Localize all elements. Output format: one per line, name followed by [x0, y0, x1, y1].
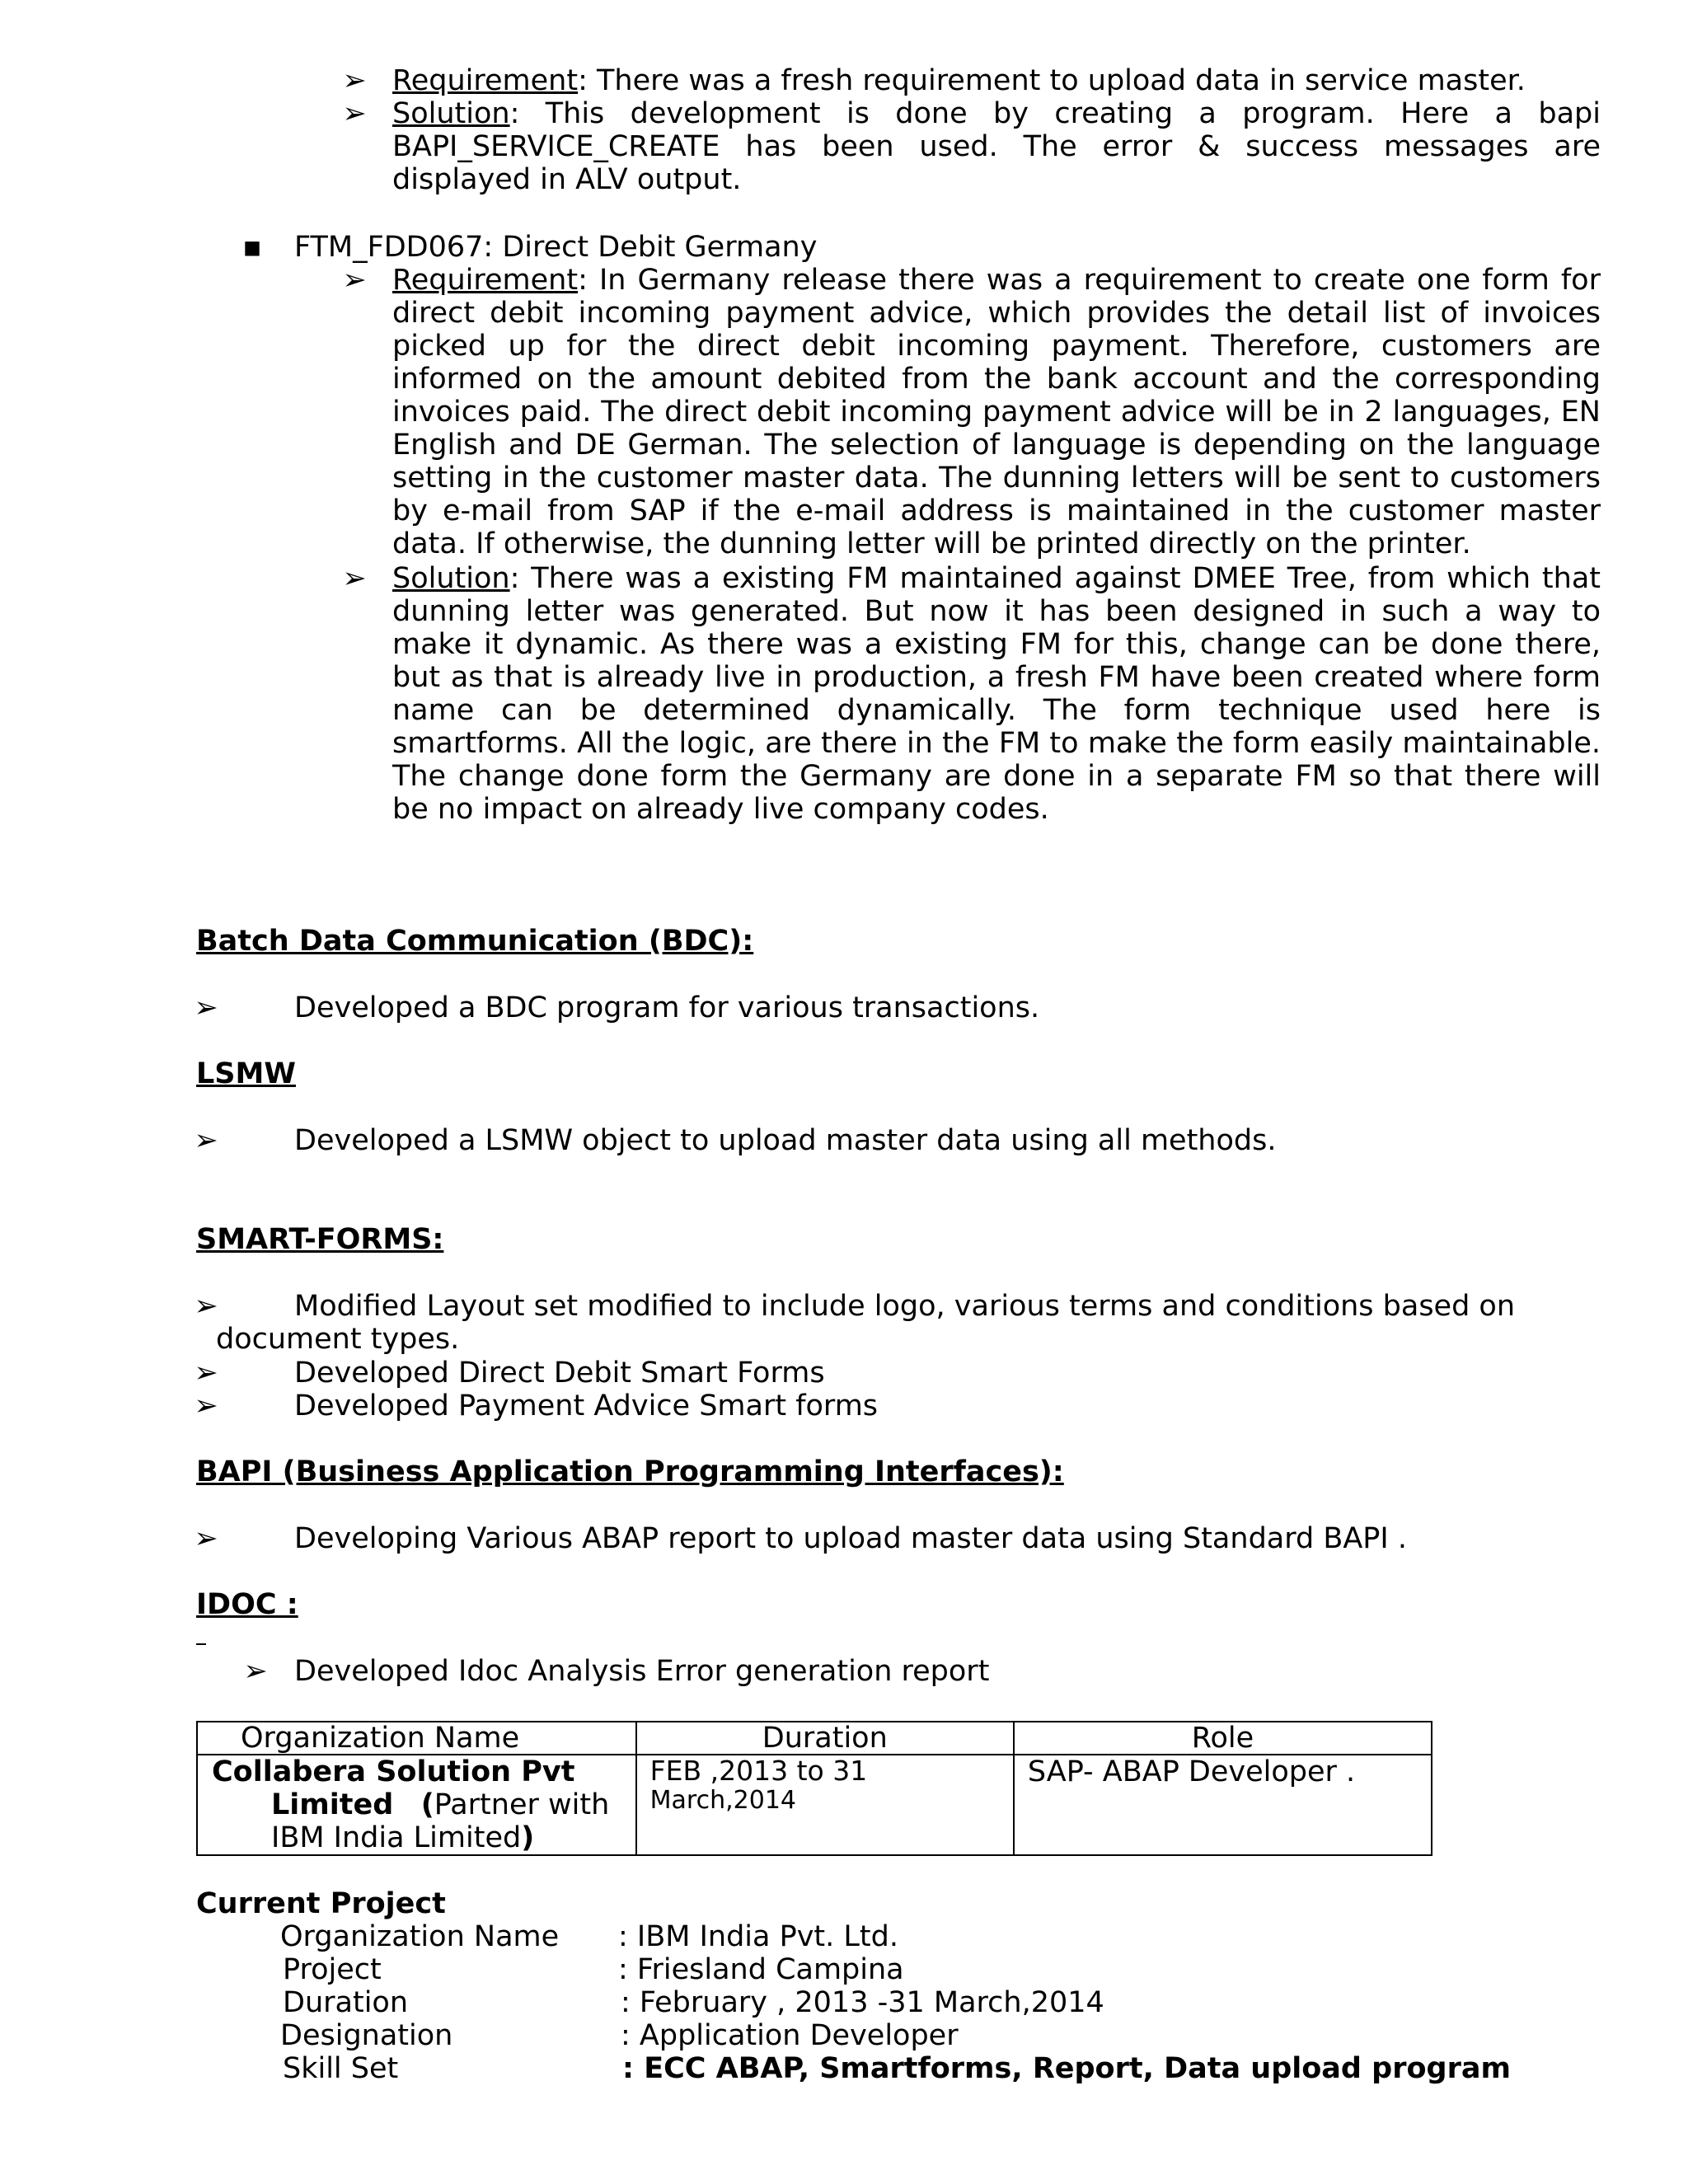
table-header-row [197, 1722, 1432, 1755]
bapi-item: Developing Various ABAP report to upload master data using Standard BAPI . [294, 1522, 1407, 1555]
duration-line-2: March,2014 [649, 1786, 796, 1815]
solution-text: : This development is done by creating a program. Here a bapi BAPI_SERVICE_CREATE has been used. The error & success messages are displayed in ALV output. [392, 97, 1601, 196]
arrow-bullet-icon: ➢ [342, 264, 367, 297]
service-solution [392, 97, 1601, 196]
bapi-heading: BAPI (Business Application Programming Interfaces): [196, 1455, 1064, 1488]
field-value-organization: : IBM India Pvt. Ltd. [618, 1920, 898, 1953]
field-label-designation: Designation [280, 2019, 453, 2052]
field-value-skillset [622, 2052, 1511, 2085]
org-paren-close: ) [521, 1821, 535, 1854]
arrow-bullet-icon: ➢ [194, 1124, 218, 1157]
requirement-text: : There was a fresh requirement to upload data in service master. [578, 64, 1526, 97]
arrow-bullet-icon: ➢ [342, 97, 367, 130]
field-label-project: Project [283, 1953, 382, 1986]
smartforms-item-1: Modified Layout set modified to include logo, various terms and conditions based on [294, 1290, 1516, 1323]
bdc-heading: Batch Data Communication (BDC): [196, 925, 754, 958]
square-bullet-icon: ▪ [242, 231, 262, 264]
arrow-bullet-icon: ➢ [342, 562, 367, 595]
duration-line-1: FEB ,2013 to 31 [649, 1755, 868, 1787]
idoc-underline-mark [196, 1643, 206, 1645]
solution-label: Solution [392, 97, 510, 130]
org-partner: Partner with [434, 1788, 610, 1821]
org-limited: Limited [271, 1788, 394, 1821]
lsmw-item: Developed a LSMW object to upload master data using all methods. [294, 1124, 1277, 1157]
service-requirement [392, 64, 1601, 97]
org-paren-open: ( [420, 1788, 434, 1821]
solution-text: : There was a existing FM maintained against DMEE Tree, from which that dunning letter was generated. But now it has been designed in such a way to make it dynamic. As there was a existing FM for this, change can be done there, but as that is already live in production, a fresh FM have been created where form name can be determined dynamically. The form technique used here is smartforms. All the logic, are there in the FM to make the form easily maintainable. The change done form the Germany are done in a separate FM so that there will be no impact on already live company codes. [392, 562, 1601, 826]
org-name-line-2 [198, 1788, 635, 1821]
org-name-line-3 [198, 1821, 635, 1854]
field-label-organization: Organization Name [280, 1920, 560, 1953]
bdc-item: Developed a BDC program for various transactions. [294, 991, 1040, 1024]
direct-debit-solution [392, 562, 1601, 826]
current-project-heading: Current Project [196, 1887, 446, 1920]
smartforms-item-3: Developed Payment Advice Smart forms [294, 1390, 879, 1422]
requirement-label: Requirement [392, 64, 579, 97]
lsmw-heading: LSMW [196, 1057, 296, 1090]
direct-debit-requirement [392, 264, 1601, 560]
organization-table [196, 1721, 1432, 1856]
arrow-bullet-icon: ➢ [194, 1522, 218, 1555]
smartforms-heading: SMART-FORMS: [196, 1223, 444, 1256]
header-duration: Duration [636, 1722, 1014, 1755]
idoc-heading: IDOC : [196, 1588, 298, 1621]
arrow-bullet-icon: ➢ [243, 1655, 268, 1688]
skillset-colon: : [622, 2052, 645, 2085]
requirement-label: Requirement [392, 264, 579, 297]
org-name-cell [197, 1755, 636, 1855]
direct-debit-title: FTM_FDD067: Direct Debit Germany [294, 231, 818, 264]
arrow-bullet-icon: ➢ [194, 1390, 218, 1422]
arrow-bullet-icon: ➢ [194, 1290, 218, 1323]
arrow-bullet-icon: ➢ [194, 1357, 218, 1390]
org-name-line-1: Collabera Solution Pvt [212, 1755, 575, 1788]
field-value-duration: : February , 2013 -31 March,2014 [621, 1986, 1104, 2019]
field-value-designation: : Application Developer [621, 2019, 959, 2052]
org-ibm: IBM India Limited [271, 1821, 522, 1854]
duration-cell [636, 1755, 1014, 1855]
arrow-bullet-icon: ➢ [342, 64, 367, 97]
arrow-bullet-icon: ➢ [194, 991, 218, 1024]
solution-label: Solution [392, 562, 510, 595]
header-role: Role [1014, 1722, 1432, 1755]
field-value-project: : Friesland Campina [618, 1953, 904, 1986]
idoc-item: Developed Idoc Analysis Error generation report [294, 1655, 990, 1688]
requirement-text: : In Germany release there was a requirement to create one form for direct debit incoming payment advice, which provides the detail list of invoices picked up for the direct debit incoming payment. Therefore, customers are informed on the amount debited from the bank account and the corresponding invoices paid. The direct debit incoming payment advice will be in 2 languages, EN English and DE German. The selection of language is depending on the language setting in the customer master data. The dunning letters will be sent to customers by e-mail from SAP if the e-mail address is maintained in the customer master data. If otherwise, the dunning letter will be printed directly on the printer. [392, 264, 1601, 560]
field-label-skillset: Skill Set [283, 2052, 399, 2085]
header-organization-name: Organization Name [197, 1722, 636, 1755]
skillset-text: ECC ABAP, Smartforms, Report, Data upload program [644, 2052, 1511, 2085]
smartforms-item-2: Developed Direct Debit Smart Forms [294, 1357, 825, 1390]
role-cell: SAP- ABAP Developer . [1014, 1755, 1432, 1855]
table-row [197, 1755, 1432, 1855]
field-label-duration: Duration [283, 1986, 409, 2019]
smartforms-item-1-cont: document types. [216, 1323, 460, 1356]
